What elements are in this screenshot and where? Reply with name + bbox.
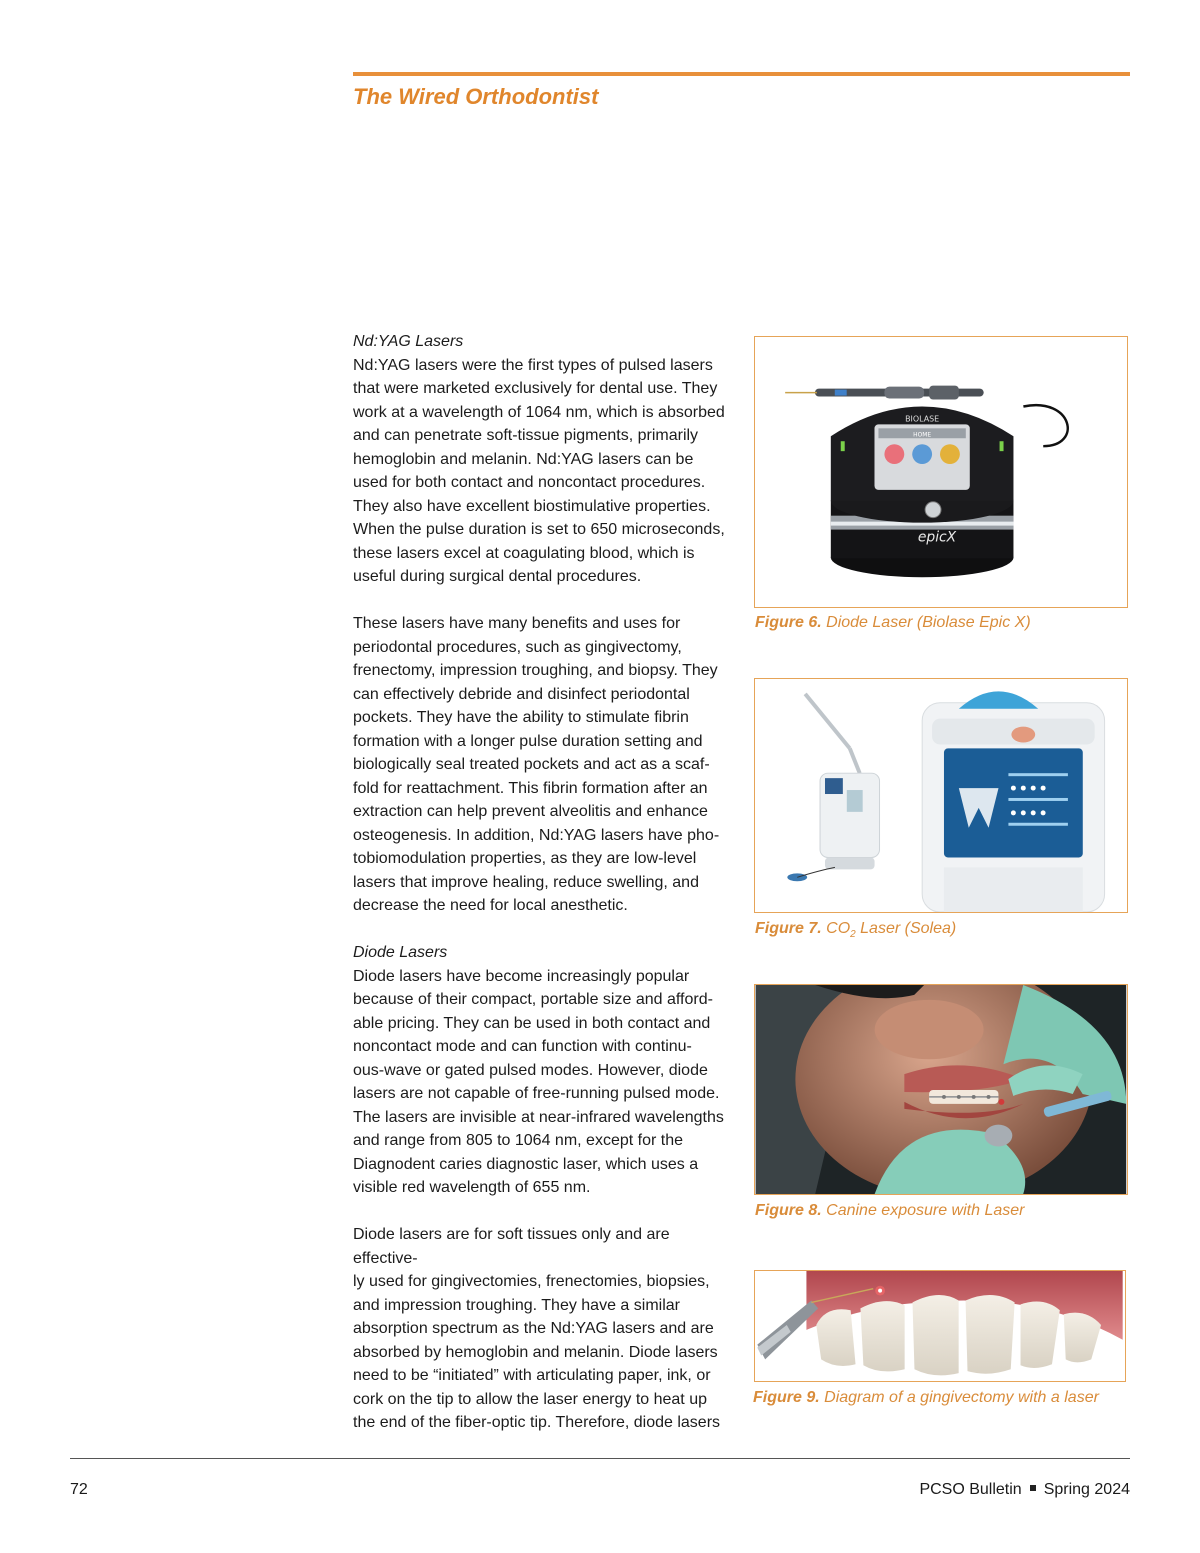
text-line: that were marketed exclusively for dental use. They: [353, 380, 718, 397]
section-title: The Wired Orthodontist: [353, 84, 599, 109]
text-line: and can penetrate soft-tissue pigments, primarily: [353, 427, 699, 444]
text-line: used for both contact and noncontact procedures.: [353, 474, 706, 491]
figure-6-label: Figure 6.: [755, 614, 822, 631]
figure-9-image: [754, 1270, 1126, 1382]
footer-publication: [919, 1481, 1130, 1499]
device-model-label: epicX: [917, 529, 957, 546]
figure-7-caption: [755, 920, 956, 940]
issue-date: Spring 2024: [1043, 1481, 1130, 1498]
text-line: extraction can help prevent alveolitis and enhance: [353, 803, 708, 820]
text-line: tobiomodulation properties, as they are low-level: [353, 850, 697, 867]
publication-name: PCSO Bulletin: [919, 1481, 1022, 1498]
text-line: able pricing. They can be used in both contact and: [353, 1014, 711, 1032]
text-line: These lasers have many benefits and uses for: [353, 615, 681, 632]
text-line: need to be “initiated” with articulating paper, ink, or: [353, 1367, 711, 1384]
text-line: lasers that improve healing, reduce swelling, and: [353, 873, 699, 891]
text-line: these lasers excel at coagulating blood, which is: [353, 544, 695, 562]
separator-square: [1030, 1485, 1036, 1491]
text-line: hemoglobin and melanin. Nd:YAG lasers can be: [353, 450, 694, 468]
subhead-diode: Diode Lasers: [353, 944, 448, 961]
text-line: useful during surgical dental procedures.: [353, 568, 642, 585]
text-line: Diagnodent caries diagnostic laser, which uses a: [353, 1155, 699, 1173]
text-line: frenectomy, impression troughing, and biopsy. They: [353, 662, 718, 679]
text-line: can effectively debride and disinfect periodontal: [353, 685, 690, 703]
figure-7-caption-pre: CO: [826, 920, 851, 937]
text-line: lasers are not capable of free-running pulsed mode.: [353, 1085, 720, 1102]
figure-7-image: [754, 678, 1128, 913]
text-line: When the pulse duration is set to 650 microseconds,: [353, 521, 725, 538]
text-line: formation with a longer pulse duration setting and: [353, 732, 703, 750]
text-line: osteogenesis. In addition, Nd:YAG lasers have pho-: [353, 826, 720, 844]
paragraph-nd-yag-1: [353, 354, 733, 589]
text-line: work at a wavelength of 1064 nm, which is absorbed: [353, 403, 725, 421]
text-line: The lasers are invisible at near-infrared wavelengths: [353, 1108, 724, 1126]
figure-8-label: Figure 8.: [755, 1202, 822, 1219]
text-line: Diode lasers are for soft tissues only and are effective-: [353, 1226, 670, 1267]
text-line: and impression troughing. They have a similar: [353, 1296, 680, 1314]
text-line: ous-wave or gated pulsed modes. However, diode: [353, 1061, 708, 1079]
text-line: absorbed by hemoglobin and melanin. Diode lasers: [353, 1343, 718, 1361]
figure-6-caption: [755, 614, 1031, 632]
text-line: Nd:YAG lasers were the first types of pulsed lasers: [353, 356, 713, 374]
subhead-nd-yag: Nd:YAG Lasers: [353, 333, 464, 350]
figure-8-image: [754, 984, 1128, 1195]
figure-6-caption-text: Diode Laser (Biolase Epic X): [826, 614, 1031, 631]
text-line: absorption spectrum as the Nd:YAG lasers and are: [353, 1320, 714, 1337]
figure-8-caption-text: Canine exposure with Laser: [826, 1202, 1025, 1219]
text-line: noncontact mode and can function with continu-: [353, 1038, 692, 1055]
text-line: visible red wavelength of 655 nm.: [353, 1179, 591, 1196]
text-line: because of their compact, portable size and afford-: [353, 991, 713, 1008]
text-line: fold for reattachment. This fibrin formation after an: [353, 779, 708, 797]
text-line: the end of the fiber-optic tip. Therefore, diode lasers: [353, 1414, 721, 1431]
figure-7-caption-post: Laser (Solea): [855, 920, 957, 937]
text-line: periodontal procedures, such as gingivectomy,: [353, 638, 682, 656]
figure-8-caption: [755, 1202, 1024, 1220]
paragraph-diode-2: [353, 1223, 733, 1435]
device-brand-label: BIOLASE: [905, 414, 940, 424]
text-line: pockets. They have the ability to stimulate fibrin: [353, 709, 689, 726]
figure-7-label: Figure 7.: [755, 920, 822, 937]
header-rule: [353, 72, 1130, 76]
text-line: biologically seal treated pockets and act as a scaf-: [353, 756, 710, 773]
text-line: They also have excellent biostimulative properties.: [353, 497, 711, 515]
text-line: cork on the tip to allow the laser energy to heat up: [353, 1390, 707, 1408]
figure-9-caption: [753, 1389, 1099, 1407]
figure-9-label: Figure 9.: [753, 1389, 820, 1406]
text-line: Diode lasers have become increasingly popular: [353, 967, 690, 985]
text-line: and range from 805 to 1064 nm, except for the: [353, 1132, 683, 1149]
page-number: 72: [70, 1481, 88, 1498]
text-line: decrease the need for local anesthetic.: [353, 897, 628, 914]
figure-9-caption-text: Diagram of a gingivectomy with a laser: [824, 1389, 1099, 1406]
paragraph-nd-yag-2: [353, 612, 733, 918]
footer-rule: [70, 1458, 1130, 1459]
body-column: [353, 330, 733, 1435]
figure-6-image: [754, 336, 1128, 608]
figure-7-caption-sub: 2: [850, 929, 856, 941]
paragraph-diode-1: [353, 965, 733, 1200]
device-screen-title: HOME: [913, 431, 932, 439]
text-line: ly used for gingivectomies, frenectomies, biopsies,: [353, 1273, 710, 1290]
